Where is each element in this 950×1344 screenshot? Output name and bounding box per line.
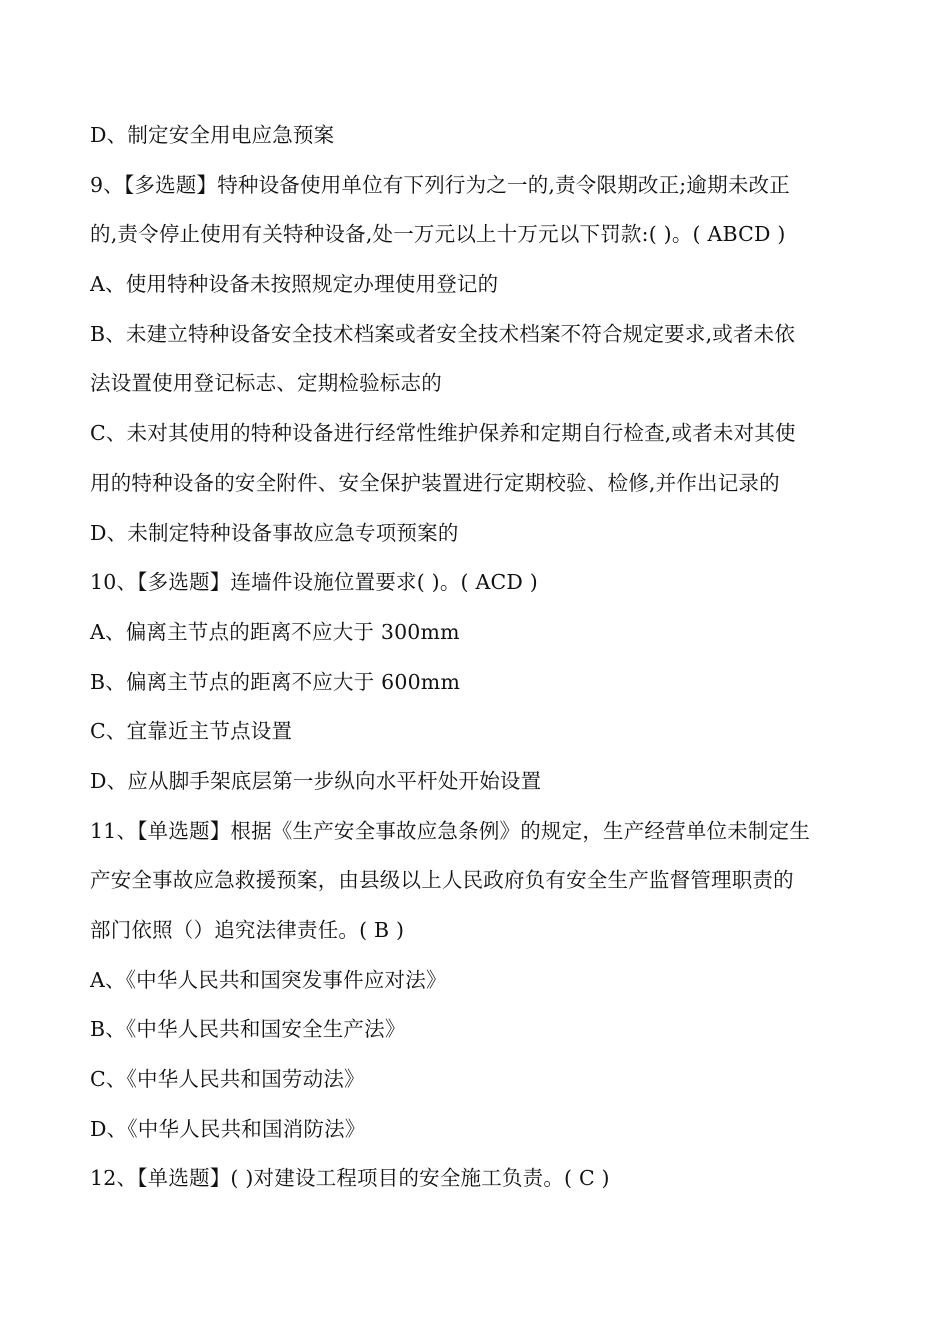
option-b-q9-line-1: B、未建立特种设备安全技术档案或者安全技术档案不符合规定要求,或者未依 xyxy=(90,321,796,346)
option-d-q8: D、制定安全用电应急预案 xyxy=(90,123,335,147)
option-a-q10: A、偏离主节点的距离不应大于 300mm xyxy=(90,619,460,644)
option-c-q11: C、《中华人民共和国劳动法》 xyxy=(90,1067,365,1092)
question-10: 10、【多选题】连墙件设施位置要求( )。( ACD ) xyxy=(90,570,538,595)
option-c-q9-line-1: C、未对其使用的特种设备进行经常性维护保养和定期自行检查,或者未对其使 xyxy=(90,421,796,446)
option-a-q9: A、使用特种设备未按照规定办理使用登记的 xyxy=(90,272,499,297)
question-11-line-1: 11、【单选题】根据《生产安全事故应急条例》的规定，生产经营单位未制定生 xyxy=(90,818,811,843)
question-11-line-2: 产安全事故应急救援预案，由县级以上人民政府负有安全生产监督管理职责的 xyxy=(90,868,794,893)
question-11-line-3: 部门依照（）追究法律责任。( B ) xyxy=(90,918,405,942)
question-12: 12、【单选题】( )对建设工程项目的安全施工负责。( C ) xyxy=(90,1166,610,1191)
option-d-q11: D、《中华人民共和国消防法》 xyxy=(90,1116,366,1141)
option-b-q11: B、《中华人民共和国安全生产法》 xyxy=(90,1017,406,1042)
option-b-q9-line-2: 法设置使用登记标志、定期检验标志的 xyxy=(90,371,442,396)
option-d-q9: D、未制定特种设备事故应急专项预案的 xyxy=(90,520,459,545)
option-d-q10: D、应从脚手架底层第一步纵向水平杆处开始设置 xyxy=(90,768,542,793)
option-b-q10: B、偏离主节点的距离不应大于 600mm xyxy=(90,669,461,694)
option-c-q10: C、宜靠近主节点设置 xyxy=(90,719,293,744)
option-c-q9-line-2: 用的特种设备的安全附件、安全保护装置进行定期校验、检修,并作出记录的 xyxy=(90,470,780,495)
document-body xyxy=(90,111,865,1204)
option-a-q11: A、《中华人民共和国突发事件应对法》 xyxy=(90,967,447,992)
question-9-line-2: 的,责令停止使用有关特种设备,处一万元以上十万元以下罚款:( )。( ABCD ) xyxy=(90,222,786,247)
question-9-line-1: 9、【多选题】特种设备使用单位有下列行为之一的,责令限期改正;逾期未改正 xyxy=(90,172,790,197)
